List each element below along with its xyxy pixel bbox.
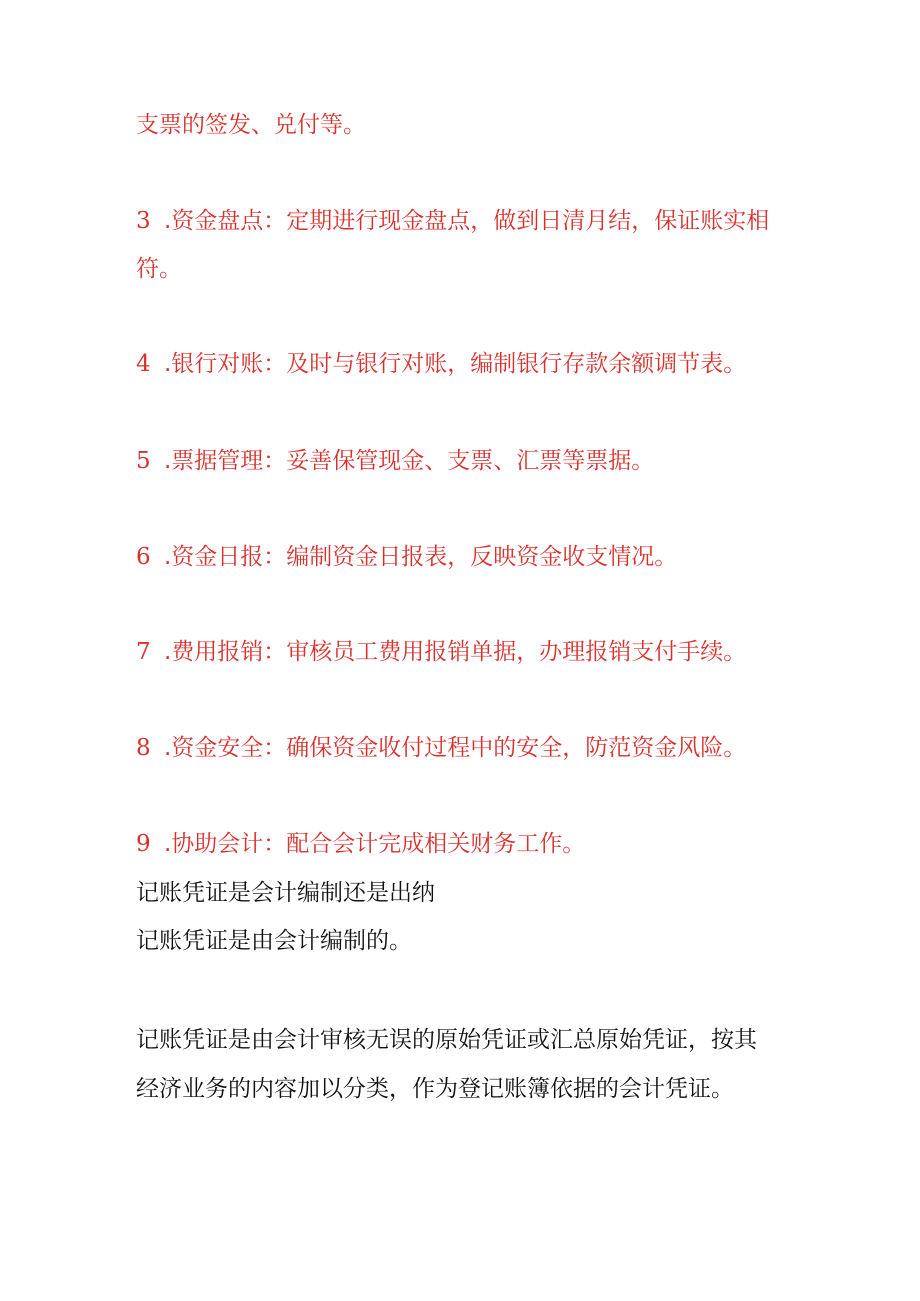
list-item-5 (136, 444, 796, 478)
answer-text: 记账凭证是由会计编制的。 (136, 928, 412, 954)
list-item-3-continuation (136, 252, 796, 286)
list-item-text: .费用报销：审核员工费用报销单据，办理报销支付手续。 (164, 639, 747, 665)
red-line-continuation (136, 108, 796, 142)
list-item-text: .协助会计：配合会计完成相关财务工作。 (164, 831, 586, 857)
list-item-text: .票据管理：妥善保管现金、支票、汇票等票据。 (164, 448, 655, 474)
list-item-7 (136, 635, 796, 669)
list-number: 7 (136, 639, 151, 665)
list-number: 9 (136, 831, 151, 857)
list-item-8 (136, 731, 796, 765)
list-number: 6 (136, 544, 151, 570)
list-item-9 (136, 827, 796, 861)
line-text: 符。 (136, 256, 182, 282)
question-heading: 记账凭证是会计编制还是出纳 (136, 880, 435, 906)
paragraph-line-2: 经济业务的内容加以分类，作为登记账簿依据的会计凭证。 (136, 1076, 734, 1102)
list-item-text: .资金安全：确保资金收付过程中的安全，防范资金风险。 (164, 735, 747, 761)
line-text: 支票的签发、兑付等。 (136, 112, 366, 138)
list-item-text: .资金日报：编制资金日报表，反映资金收支情况。 (164, 544, 678, 570)
list-item-3 (136, 204, 796, 238)
paragraph-line-1: 记账凭证是由会计审核无误的原始凭证或汇总原始凭证，按其 (136, 1027, 757, 1053)
list-item-text: .银行对账：及时与银行对账，编制银行存款余额调节表。 (164, 351, 747, 377)
list-item-6 (136, 540, 796, 574)
list-item-text: .资金盘点：定期进行现金盘点，做到日清月结，保证账实相 (164, 208, 770, 234)
list-number: 8 (136, 735, 151, 761)
list-item-4 (136, 347, 796, 381)
list-number: 5 (136, 448, 151, 474)
list-number: 3 (136, 208, 151, 234)
list-number: 4 (136, 351, 151, 377)
